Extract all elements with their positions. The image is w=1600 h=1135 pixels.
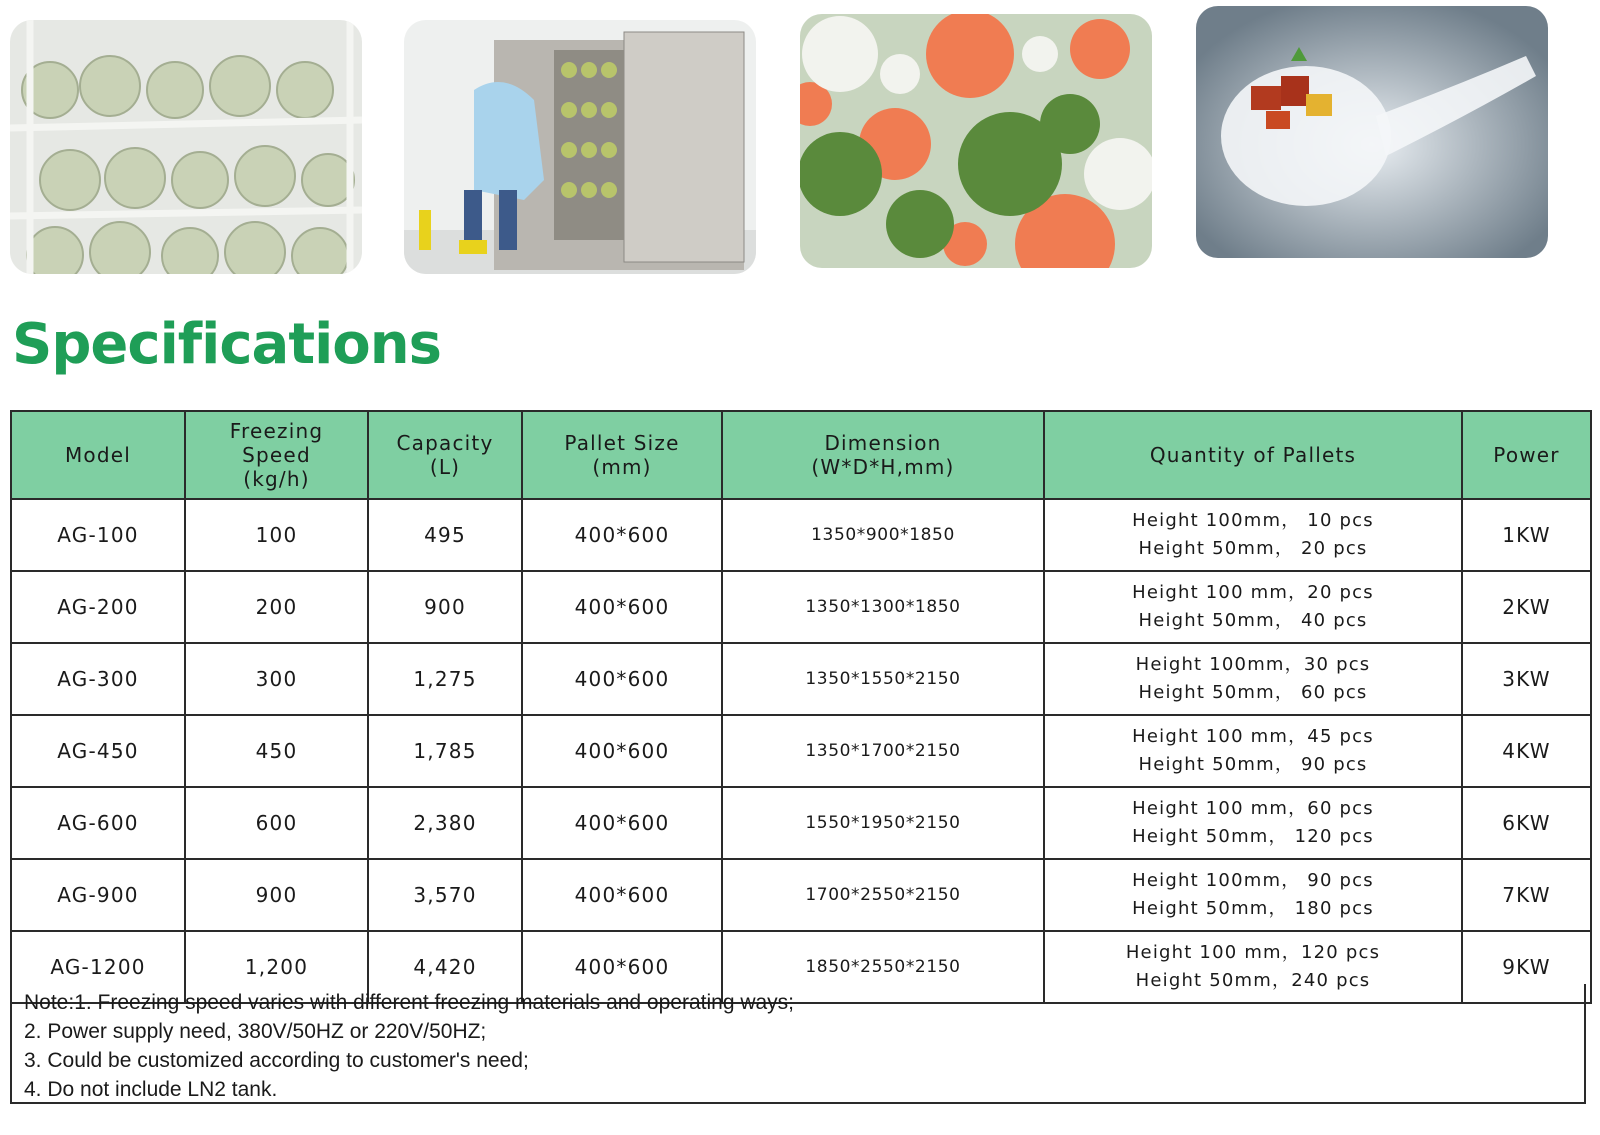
cell-pallet: 400*600 [522, 931, 722, 1003]
table-row [11, 715, 1591, 787]
cell-model: AG-1200 [11, 931, 185, 1003]
cell-model: AG-300 [11, 643, 185, 715]
cell-dimension: 1350*900*1850 [722, 499, 1044, 571]
liquid-nitrogen-dessert-photo [1196, 6, 1548, 258]
cell-quantity: Height 100mm， 90 pcs Height 50mm， 180 pcs [1044, 859, 1462, 931]
cell-pallet: 400*600 [522, 715, 722, 787]
cell-power: 9KW [1462, 931, 1591, 1003]
cell-model: AG-450 [11, 715, 185, 787]
note-line: Note:1. Freezing speed varies with different freezing materials and operating ways; [24, 991, 795, 1014]
header-quantity-of-pallets: Quantity of Pallets [1044, 411, 1462, 499]
header-dimension: Dimension (W*D*H,mm) [722, 411, 1044, 499]
frozen-vegetables-photo [800, 14, 1152, 268]
cell-dimension: 1700*2550*2150 [722, 859, 1044, 931]
cell-dimension: 1550*1950*2150 [722, 787, 1044, 859]
cell-power: 7KW [1462, 859, 1591, 931]
table-row [11, 571, 1591, 643]
cell-pallet: 400*600 [522, 859, 722, 931]
cell-speed: 600 [185, 787, 368, 859]
cell-capacity: 1,275 [368, 643, 522, 715]
cell-pallet: 400*600 [522, 643, 722, 715]
note-line: 2. Power supply need, 380V/50HZ or 220V/50HZ; [24, 1020, 487, 1043]
header-freezing-speed: Freezing Speed (kg/h) [185, 411, 368, 499]
cell-pallet: 400*600 [522, 571, 722, 643]
cell-quantity: Height 100 mm，20 pcs Height 50mm， 40 pcs [1044, 571, 1462, 643]
cell-speed: 200 [185, 571, 368, 643]
cell-dimension: 1350*1700*2150 [722, 715, 1044, 787]
cell-capacity: 3,570 [368, 859, 522, 931]
cell-capacity: 1,785 [368, 715, 522, 787]
cell-dimension: 1850*2550*2150 [722, 931, 1044, 1003]
cell-quantity: Height 100mm， 10 pcs Height 50mm， 20 pcs [1044, 499, 1462, 571]
header-capacity: Capacity (L) [368, 411, 522, 499]
freezer-cart-photo [404, 20, 756, 274]
header-model: Model [11, 411, 185, 499]
page-title: Specifications [12, 312, 441, 377]
cell-power: 4KW [1462, 715, 1591, 787]
durian-rack-photo [10, 20, 362, 274]
note-line: 3. Could be customized according to customer's need; [24, 1049, 529, 1072]
cell-power: 6KW [1462, 787, 1591, 859]
cell-speed: 900 [185, 859, 368, 931]
cell-quantity: Height 100mm，30 pcs Height 50mm， 60 pcs [1044, 643, 1462, 715]
table-row [11, 859, 1591, 931]
table-row [11, 787, 1591, 859]
cell-power: 2KW [1462, 571, 1591, 643]
cell-quantity: Height 100 mm，120 pcs Height 50mm，240 pcs [1044, 931, 1462, 1003]
cell-capacity: 495 [368, 499, 522, 571]
header-pallet-size: Pallet Size (mm) [522, 411, 722, 499]
cell-model: AG-600 [11, 787, 185, 859]
cell-quantity: Height 100 mm，45 pcs Height 50mm， 90 pcs [1044, 715, 1462, 787]
cell-speed: 300 [185, 643, 368, 715]
cell-power: 1KW [1462, 499, 1591, 571]
cell-pallet: 400*600 [522, 787, 722, 859]
cell-quantity: Height 100 mm，60 pcs Height 50mm， 120 pcs [1044, 787, 1462, 859]
cell-capacity: 4,420 [368, 931, 522, 1003]
notes-section [10, 984, 1586, 1104]
cell-capacity: 900 [368, 571, 522, 643]
cell-dimension: 1350*1550*2150 [722, 643, 1044, 715]
cell-dimension: 1350*1300*1850 [722, 571, 1044, 643]
cell-speed: 1,200 [185, 931, 368, 1003]
note-line: 4. Do not include LN2 tank. [24, 1078, 278, 1101]
cell-pallet: 400*600 [522, 499, 722, 571]
cell-speed: 450 [185, 715, 368, 787]
cell-model: AG-100 [11, 499, 185, 571]
cell-power: 3KW [1462, 643, 1591, 715]
cell-model: AG-200 [11, 571, 185, 643]
table-row [11, 643, 1591, 715]
cell-capacity: 2,380 [368, 787, 522, 859]
cell-model: AG-900 [11, 859, 185, 931]
cell-speed: 100 [185, 499, 368, 571]
header-power: Power [1462, 411, 1591, 499]
specifications-table [10, 410, 1592, 1004]
table-row [11, 499, 1591, 571]
table-header-row [11, 411, 1591, 499]
